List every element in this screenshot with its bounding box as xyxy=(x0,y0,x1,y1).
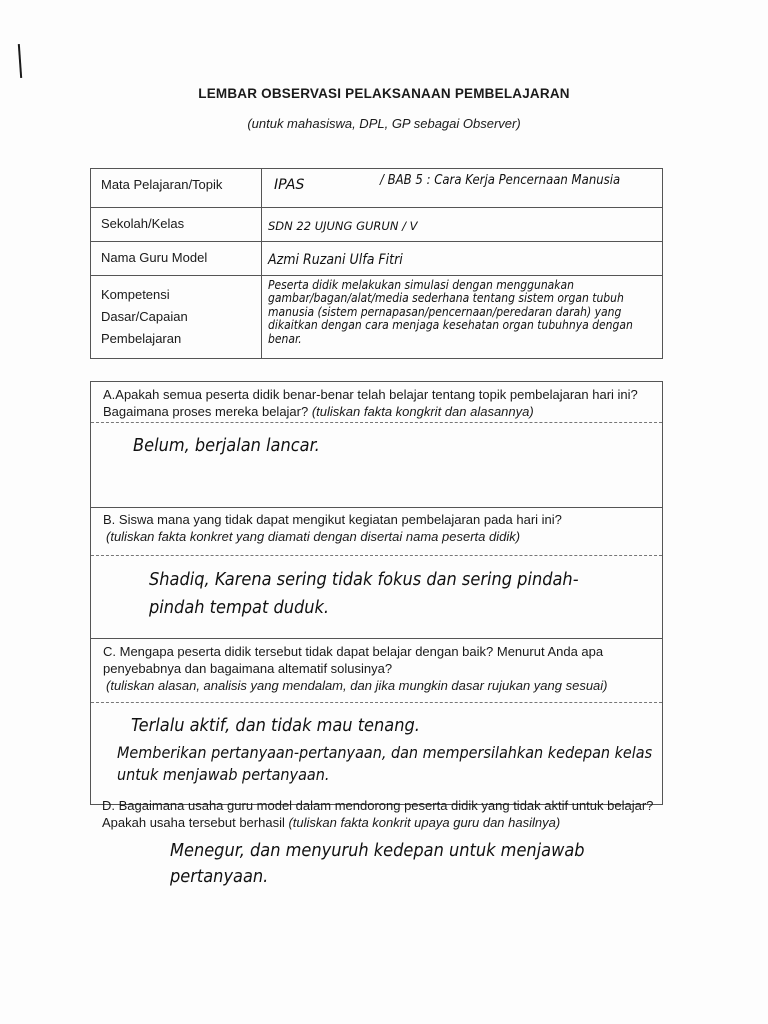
answer-d: Menegur, dan menyuruh kedepan untuk menjawab pertanyaan. xyxy=(170,840,585,887)
section-divider-ab xyxy=(91,507,662,508)
teacher-cell xyxy=(262,242,663,276)
question-d xyxy=(102,797,658,831)
question-c-note: (tuliskan alasan, analisis yang mendalam, dan jika mungkin dasar rujukan yang sesuai) xyxy=(106,678,608,693)
competency-value: Peserta didik melakukan simulasi dengan menggunakan gambar/bagan/alat/media sederhana tentang sistem organ tubuh manusia (sistem pernapasan/pencernaan/peredaran darah) yang dikaitkan dengan cara menjaga kesehatan organ tubuhnya dengan benar. xyxy=(268,278,633,346)
page-title: LEMBAR OBSERVASI PELAKSANAAN PEMBELAJARAN xyxy=(198,86,570,101)
teacher-label: Nama Guru Model xyxy=(91,242,262,276)
question-d-text: D. Bagaimana usaha guru model dalam mendorong peserta didik yang tidak aktif untuk belajar? Apakah usaha tersebut berhasil xyxy=(102,798,654,830)
answer-b: Shadiq, Karena sering tidak fokus dan sering pindah-pindah tempat duduk. xyxy=(149,569,579,618)
question-d-note: (tuliskan fakta konkrit upaya guru dan hasilnya) xyxy=(288,815,561,830)
margin-pen-mark xyxy=(18,44,22,78)
question-c xyxy=(103,643,654,694)
subject-cell xyxy=(262,169,663,208)
question-a-note: (tuliskan fakta kongkrit dan alasannya) xyxy=(311,404,534,419)
school-cell xyxy=(262,208,663,242)
answer-c-line-1: Terlalu aktif, dan tidak mau tenang. xyxy=(131,715,420,736)
competency-label-line-2: Dasar/Capaian xyxy=(101,309,188,324)
page-subtitle: (untuk mahasiswa, DPL, GP sebagai Observer) xyxy=(247,116,521,131)
section-divider-bc xyxy=(91,638,662,639)
question-b-note: (tuliskan fakta konkret yang diamati dengan disertai nama peserta didik) xyxy=(106,529,521,544)
question-c-text: C. Mengapa peserta didik tersebut tidak dapat belajar dengan baik? Menurut Anda apa penyebabnya dan bagaimana altematif solusinya? xyxy=(103,644,604,676)
competency-row xyxy=(91,276,663,359)
subject-row xyxy=(91,169,663,208)
question-a-text: A.Apakah semua peserta didik benar-benar telah belajar tentang topik pembelajaran hari ini? Bagaimana proses mereka belajar? xyxy=(103,387,638,419)
competency-label-line-3: Pembelajaran xyxy=(101,331,182,346)
answer-a: Belum, berjalan lancar. xyxy=(133,435,320,456)
answer-c-line-2: Memberikan pertanyaan-pertanyaan, dan mempersilahkan kedepan kelas untuk menjawab pertanyaan. xyxy=(117,743,653,784)
question-b xyxy=(103,511,654,545)
info-table xyxy=(90,168,663,359)
competency-cell xyxy=(262,276,663,359)
topic-value: / BAB 5 : Cara Kerja Pencernaan Manusia xyxy=(380,173,621,188)
teacher-value: Azmi Ruzani Ulfa Fitri xyxy=(268,252,403,268)
subject-label: Mata Pelajaran/Topik xyxy=(91,169,262,208)
school-row xyxy=(91,208,663,242)
subject-value: IPAS xyxy=(274,177,305,193)
competency-label-line-1: Kompetensi xyxy=(101,287,170,302)
divider-a xyxy=(91,422,662,423)
divider-b xyxy=(91,555,662,556)
divider-c xyxy=(91,702,662,703)
school-value: SDN 22 UJUNG GURUN / V xyxy=(268,219,418,233)
question-a xyxy=(103,386,654,420)
competency-label xyxy=(91,276,262,359)
questions-box xyxy=(90,381,663,805)
teacher-row xyxy=(91,242,663,276)
question-b-text: B. Siswa mana yang tidak dapat mengikut kegiatan pembelajaran pada hari ini? xyxy=(103,512,562,527)
school-label: Sekolah/Kelas xyxy=(91,208,262,242)
